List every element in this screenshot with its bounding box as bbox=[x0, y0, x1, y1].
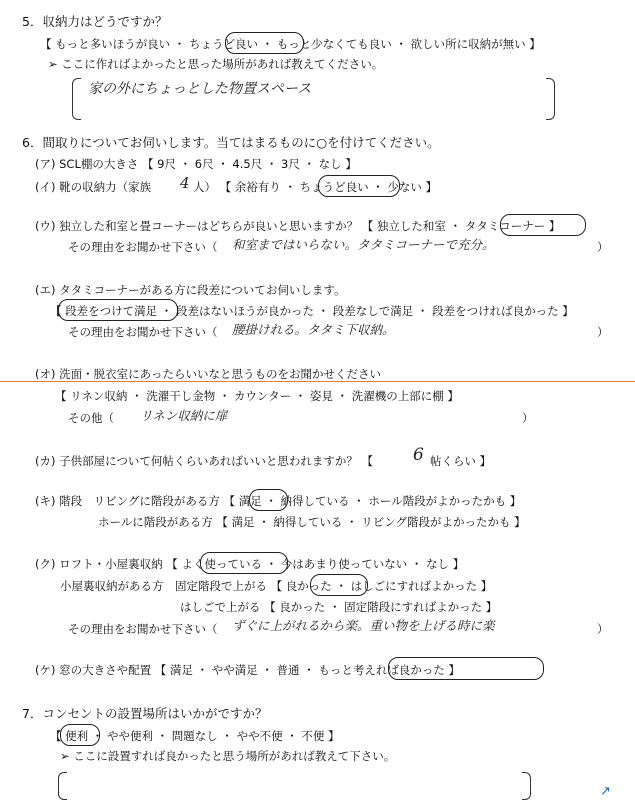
circle-mark bbox=[58, 299, 178, 321]
q6-ku-line1: (ク) ロフト・小屋裏収納 【 よく使っている ・ 今はあまり使っていない ・ なし 】 bbox=[35, 557, 465, 571]
q5-prompt: ➢ ここに作ればよかったと思った場所があれば教えてください。 bbox=[48, 57, 384, 71]
q5-options: 【 もっと多いほうが良い ・ ちょうど良い ・ もっと少なくても良い ・ 欲しい所に収納が無い 】 bbox=[40, 37, 541, 51]
answer-bracket-right bbox=[546, 78, 555, 120]
circle-mark bbox=[500, 214, 586, 236]
corner-arrow-icon: ↗ bbox=[600, 784, 611, 799]
q7-title: 7．コンセントの設置場所はいかがですか？ bbox=[22, 706, 268, 721]
q6-u-reason-answer: 和室まではいらない。タタミコーナーで充分。 bbox=[232, 237, 495, 252]
scan-crop-line bbox=[0, 381, 635, 382]
answer-bracket-left bbox=[72, 78, 81, 120]
q7-options: 【 便利 ・ やや便利 ・ 問題なし ・ やや不便 ・ 不便 】 bbox=[50, 729, 340, 743]
q5-handwritten-answer: 家の外にちょっとした物置スペース bbox=[88, 81, 312, 97]
q6-e-line: (エ) タタミコーナーがある方に段差についてお伺いします。 bbox=[35, 283, 346, 297]
q6-a-line: (ア) SCL棚の大きさ 【 9尺 ・ 6尺 ・ 4.5尺 ・ 3尺 ・ なし 】 bbox=[35, 157, 357, 171]
q6-ka-rest: 帖くらい 】 bbox=[430, 454, 492, 468]
q6-ka-label: (カ) 子供部屋について何帖くらいあればいいと思われますか？ 【 bbox=[35, 454, 374, 468]
q6-ki-line1: (キ) 階段 リビングに階段がある方 【 満足 ・ 納得している ・ ホール階段がよかったかも 】 bbox=[35, 494, 522, 508]
q6-ku-line3: はしごで上がる 【 良かった ・ 固定階段にすればよかった 】 bbox=[180, 600, 498, 614]
q6-o-line: (オ) 洗面・脱衣室にあったらいいなと思うものをお聞かせください bbox=[35, 367, 382, 381]
q6-ku-line2: 小屋裏収納がある方 固定階段で上がる 【 良かった ・ はしごにすればよかった 】 bbox=[60, 579, 493, 593]
q7-prompt: ➢ ここに設置すれば良かったと思う場所があれば教えて下さい。 bbox=[60, 749, 396, 763]
circle-mark bbox=[310, 574, 368, 596]
q6-title: 6．間取りについてお伺いします。当てはまるものに○を付けてください。 bbox=[22, 135, 440, 150]
q6-ki-line2: ホールに階段がある方 【 満足 ・ 納得している ・ リビング階段がよかったかも 】 bbox=[98, 515, 526, 529]
answer-bracket-left bbox=[58, 772, 67, 800]
q6-e-reason-label: その理由をお聞かせ下さい（ bbox=[68, 325, 218, 339]
q6-o-other-label: その他（ bbox=[68, 411, 114, 425]
q6-ku-reason-answer: ずぐに上がれるから楽。重い物を上げる時に楽 bbox=[232, 618, 495, 633]
q6-u-line: (ウ) 独立した和室と畳コーナーはどちらが良いと思いますか？ 【 独立した和室 ・ タタミコーナー 】 bbox=[35, 219, 561, 233]
q6-o-other-answer: リネン収納に扉 bbox=[140, 408, 228, 423]
q6-e-options: 【 段差をつけて満足 ・ 段差はないほうが良かった ・ 段差なしで満足 ・ 段差をつければ良かった 】 bbox=[50, 304, 574, 318]
q6-i-family-count: 4 bbox=[180, 174, 190, 192]
close-paren: ） bbox=[597, 240, 609, 254]
q6-u-reason-label: その理由をお聞かせ下さい（ bbox=[68, 240, 218, 254]
q6-ke-line: (ケ) 窓の大きさや配置 【 満足 ・ やや満足 ・ 普通 ・ もっと考えれば良かった 】 bbox=[35, 663, 461, 677]
circle-mark bbox=[225, 32, 304, 54]
q6-i-options: 人） 【 余裕有り ・ ちょうど良い ・ 少ない 】 bbox=[193, 180, 438, 194]
circle-mark bbox=[200, 552, 288, 574]
q6-i-label: (イ) 靴の収納力（家族 bbox=[35, 180, 152, 194]
q5-title: 5．収納力はどうですか？ bbox=[22, 14, 168, 29]
close-paren: ） bbox=[597, 325, 609, 339]
circle-mark bbox=[388, 657, 544, 680]
circle-mark bbox=[318, 175, 400, 197]
q6-e-reason-answer: 腰掛けれる。タタミ下収納。 bbox=[232, 322, 395, 337]
close-paren: ） bbox=[522, 411, 534, 425]
q6-ka-value: 6 bbox=[413, 445, 424, 465]
circle-mark bbox=[249, 489, 288, 511]
q6-o-options: 【 リネン収納 ・ 洗濯干し金物 ・ カウンター ・ 姿見 ・ 洗濯機の上部に棚 】 bbox=[55, 389, 459, 403]
close-paren: ） bbox=[597, 622, 609, 636]
answer-bracket-right bbox=[522, 772, 531, 800]
circle-mark bbox=[60, 724, 100, 746]
q6-ku-reason-label: その理由をお聞かせ下さい（ bbox=[68, 622, 218, 636]
